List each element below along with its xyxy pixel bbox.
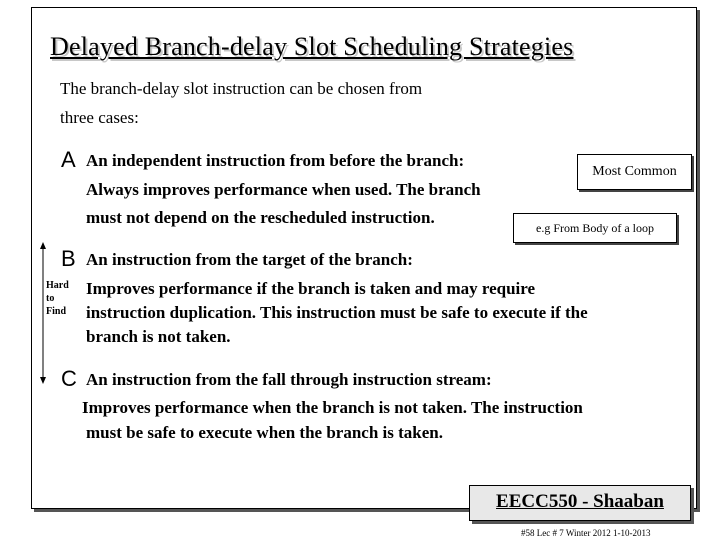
intro-line-1: The branch-delay slot instruction can be chosen from xyxy=(60,79,423,98)
case-c-body-line-2: must be safe to execute when the branch is taken. xyxy=(86,423,443,442)
example-box: e.g From Body of a loop xyxy=(513,213,677,243)
to-label: to xyxy=(46,293,55,304)
case-a-body-line-1: Always improves performance when used. The branch xyxy=(86,180,481,199)
most-common-box: Most Common xyxy=(577,154,692,190)
case-a-body-line-2: must not depend on the rescheduled instruction. xyxy=(86,208,435,227)
hard-label: Hard xyxy=(46,280,69,291)
case-b-body-line-2: instruction duplication. This instruction must be safe to execute if the xyxy=(86,303,588,322)
course-brand-box xyxy=(469,485,691,521)
slide-title: Delayed Branch-delay Slot Scheduling Strategies xyxy=(50,32,574,61)
case-b-body-line-3: branch is not taken. xyxy=(86,327,231,346)
find-label: Find xyxy=(46,306,67,317)
intro-line-2: three cases: xyxy=(60,108,139,127)
case-b-heading: An instruction from the target of the branch: xyxy=(86,250,413,269)
case-c-body-line-1: Improves performance when the branch is not taken. The instruction xyxy=(82,398,583,417)
case-a-letter: A xyxy=(61,147,76,172)
slide-footer: #58 Lec # 7 Winter 2012 1-10-2013 xyxy=(521,528,651,538)
case-b-letter: B xyxy=(61,246,76,271)
case-b-body-line-1: Improves performance if the branch is taken and may require xyxy=(86,279,536,298)
case-c-heading: An instruction from the fall through instruction stream: xyxy=(86,370,492,389)
case-c-letter: C xyxy=(61,366,77,391)
case-a-heading: An independent instruction from before the branch: xyxy=(86,151,465,170)
course-brand-text: EECC550 - Shaaban xyxy=(496,491,664,512)
